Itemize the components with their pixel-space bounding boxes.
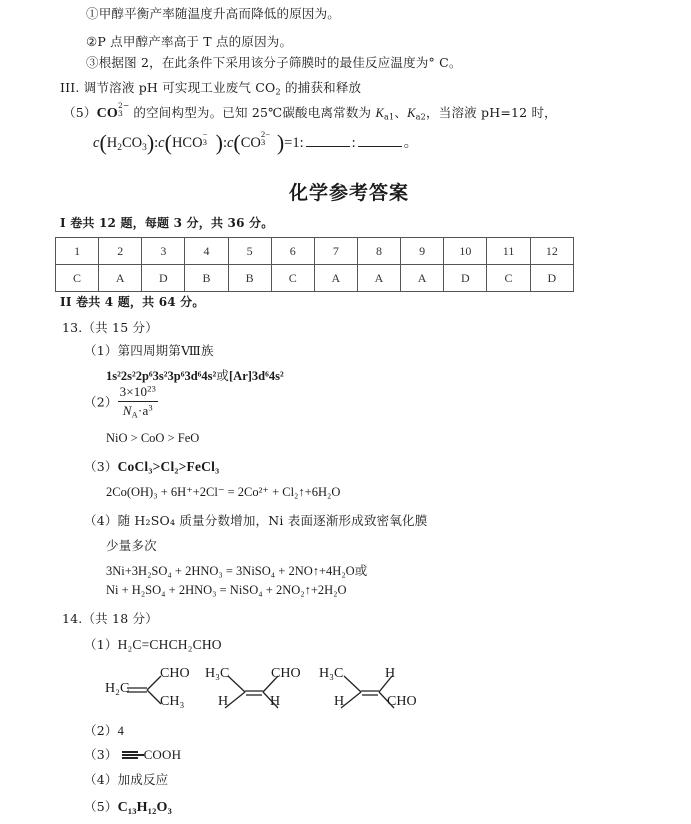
- colon: :: [154, 135, 159, 151]
- or-text: 或: [216, 369, 229, 383]
- answer-label: （1）: [84, 343, 118, 358]
- answer-text: NiO > CoO > FeO: [106, 431, 200, 445]
- answer-text: 第四周期第Ⅷ族: [117, 343, 214, 358]
- table-cell-answer: C: [56, 265, 99, 292]
- table-cell-question-number: 11: [487, 238, 530, 265]
- answer-item: [84, 511, 427, 529]
- section-heading: [60, 78, 361, 96]
- sub-sup: [202, 128, 216, 148]
- paren: ): [276, 130, 285, 155]
- fraction-numerator: [118, 384, 158, 402]
- answer-label: （3）: [84, 459, 118, 474]
- paren: (: [233, 130, 241, 155]
- structure-label: H: [218, 694, 229, 709]
- table-cell-answer: B: [228, 265, 271, 292]
- superscript: −: [202, 128, 208, 139]
- table-cell-answer: A: [314, 265, 357, 292]
- question-text: 的空间构型为。已知 25℃碳酸电离常数为: [129, 105, 376, 120]
- structure-label: H: [334, 694, 345, 709]
- equation-text: 3Ni+3H₂SO₄ + 2HNO₃ = 3NiSO₄ + 2NO↑+4H₂O: [106, 564, 355, 578]
- answer-text: C₁₃H₁₂O₃: [117, 800, 173, 815]
- table-cell-question-number: 4: [185, 238, 228, 265]
- question-item: ③根据图 2，在此条件下采用该分子筛膜时的最佳反应温度为° C。: [86, 55, 462, 70]
- table-cell-question-number: 1: [56, 238, 99, 265]
- table-cell-answer: C: [271, 265, 314, 292]
- answer-item: [84, 384, 158, 419]
- period: 。: [403, 135, 419, 151]
- sub-sup: [260, 128, 277, 148]
- subscript: 3: [260, 137, 266, 148]
- answer-label: （4）: [84, 772, 118, 787]
- question-text-tail: ，当溶液 pH=12 时，: [426, 105, 557, 120]
- structure-label: H: [385, 666, 396, 681]
- ka1-symbol: K: [375, 106, 384, 120]
- structure-label: CHO: [387, 694, 417, 709]
- electron-config: [106, 366, 284, 384]
- superscript: 3: [148, 402, 153, 413]
- answer-text: 随 H₂SO₄ 质量分数增加，Ni 表面逐渐形成致密氧化膜: [117, 513, 428, 528]
- conc-symbol: c: [226, 135, 234, 151]
- superscript: 2−: [117, 101, 130, 111]
- denominator-text: ·a: [137, 403, 149, 418]
- equation: Ni + H₂SO₄ + 2HNO₃ = NiSO₄ + 2NO₂↑+2H₂O: [106, 583, 347, 597]
- part2-header: II 卷共 4 题，共 64 分。: [60, 295, 205, 309]
- species: CO: [240, 135, 261, 151]
- table-cell-question-number: 8: [357, 238, 400, 265]
- answer-item: [84, 341, 214, 359]
- answer-text: 4: [117, 724, 125, 738]
- part1-header: I 卷共 12 题，每题 3 分，共 36 分。: [60, 216, 274, 230]
- answer-text: H₂C=CHCH₂CHO: [117, 637, 222, 652]
- answer-label: （2）: [84, 394, 118, 410]
- table-cell-question-number: 3: [142, 238, 185, 265]
- answer-text: CoCl₃>Cl₂>FeCl₃: [117, 459, 220, 474]
- or-text: 或: [354, 564, 368, 578]
- question-header: 14.（共 18 分）: [62, 611, 158, 626]
- subscript: a2: [415, 111, 427, 122]
- answer-label: （5）: [84, 799, 118, 814]
- answer-blank[interactable]: [306, 134, 350, 147]
- answer-item: [84, 770, 168, 788]
- subscript: 2: [117, 142, 122, 153]
- fraction-denominator: [118, 402, 158, 419]
- answer-item: [84, 635, 222, 653]
- ratio-expression: [93, 130, 418, 156]
- table-cell-question-number: 12: [530, 238, 573, 265]
- config-text: 1s²2s²2p⁶3s²3p⁶3d⁶4s²: [106, 369, 217, 383]
- answer-label: （4）: [84, 513, 118, 528]
- table-row-answers: [56, 265, 574, 292]
- density-fraction: [118, 384, 158, 419]
- conc-symbol: c: [93, 135, 100, 151]
- conc-symbol: c: [158, 135, 165, 151]
- table-cell-answer: D: [530, 265, 573, 292]
- paren: ): [215, 130, 223, 155]
- isomer-structures: [95, 662, 435, 718]
- sub-sup: [117, 101, 130, 118]
- structure-label: H: [270, 694, 281, 709]
- table-cell-answer: A: [99, 265, 142, 292]
- chem-species: CO: [96, 106, 118, 121]
- table-row-numbers: [56, 238, 574, 265]
- table-cell-answer: D: [142, 265, 185, 292]
- answer-blank[interactable]: [358, 134, 402, 147]
- colon: :: [351, 135, 356, 151]
- table-cell-answer: C: [487, 265, 530, 292]
- subscript: 2: [275, 86, 281, 97]
- question-item: ①甲醇平衡产率随温度升高而降低的原因为。: [86, 6, 341, 21]
- superscript: 2−: [260, 128, 271, 139]
- question-header: 13.（共 15 分）: [62, 320, 158, 335]
- table-cell-question-number: 9: [401, 238, 444, 265]
- subscript: a1: [383, 111, 395, 122]
- ka2-symbol: K: [407, 106, 416, 120]
- table-cell-question-number: 5: [228, 238, 271, 265]
- table-cell-answer: A: [401, 265, 444, 292]
- species: CO: [121, 135, 143, 151]
- paren: ): [146, 130, 155, 155]
- answer-item: [84, 745, 181, 763]
- structure-label: H₃C: [319, 666, 344, 681]
- subscript: 3: [117, 108, 123, 118]
- separator: 、: [394, 105, 408, 120]
- answer-label: （2）: [84, 723, 118, 738]
- question-label: （5）: [63, 105, 97, 120]
- section-heading-text: III. 调节溶液 pH 可实现工业废气 CO: [60, 80, 276, 95]
- equation: 2Co(OH)₃ + 6H⁺+2Cl⁻ = 2Co²⁺ + Cl₂↑+6H₂O: [106, 485, 341, 499]
- table-cell-answer: D: [444, 265, 487, 292]
- answer-item: [84, 721, 124, 739]
- superscript: 23: [147, 383, 157, 394]
- structure-label: CHO: [160, 666, 190, 681]
- answer-label: （3）: [84, 747, 118, 762]
- triple-bond-icon: [122, 751, 142, 758]
- structure-label: CH₃: [160, 694, 185, 709]
- subscript: A: [131, 409, 138, 420]
- structure-label: CHO: [271, 666, 301, 681]
- structure-label: H₂C: [105, 681, 130, 696]
- equals-one: =1:: [284, 135, 304, 151]
- answer-item: [84, 797, 172, 816]
- section-heading-tail: 的捕获和释放: [280, 80, 362, 95]
- species: H: [106, 135, 118, 151]
- question-item: ②P 点甲醇产率高于 T 点的原因为。: [86, 34, 293, 49]
- subscript: 3: [202, 137, 207, 148]
- table-cell-answer: B: [185, 265, 228, 292]
- question-5: [63, 103, 557, 122]
- answer-label: （1）: [84, 637, 118, 652]
- table-cell-question-number: 6: [271, 238, 314, 265]
- answer-text: COOH: [143, 747, 182, 762]
- table-cell-answer: A: [357, 265, 400, 292]
- avogadro-symbol: N: [122, 403, 132, 418]
- paren: (: [99, 130, 107, 155]
- config-alt: [Ar]3d⁶4s²: [229, 369, 284, 383]
- answer-item: [84, 457, 219, 475]
- table-cell-question-number: 7: [314, 238, 357, 265]
- numerator-text: 3×10: [119, 384, 148, 399]
- answer-text: 少量多次: [106, 538, 157, 553]
- subscript: 3: [142, 142, 147, 153]
- structure-label: H₃C: [205, 666, 230, 681]
- answer-text: 加成反应: [117, 772, 169, 787]
- answer-table: [55, 237, 574, 292]
- table-cell-question-number: 2: [99, 238, 142, 265]
- paren: (: [164, 130, 172, 155]
- table-cell-question-number: 10: [444, 238, 487, 265]
- colon: :: [222, 135, 227, 151]
- structure-1: [127, 676, 161, 704]
- page-title: 化学参考答案: [289, 182, 410, 204]
- species: HCO: [171, 135, 203, 151]
- equation: [106, 561, 367, 579]
